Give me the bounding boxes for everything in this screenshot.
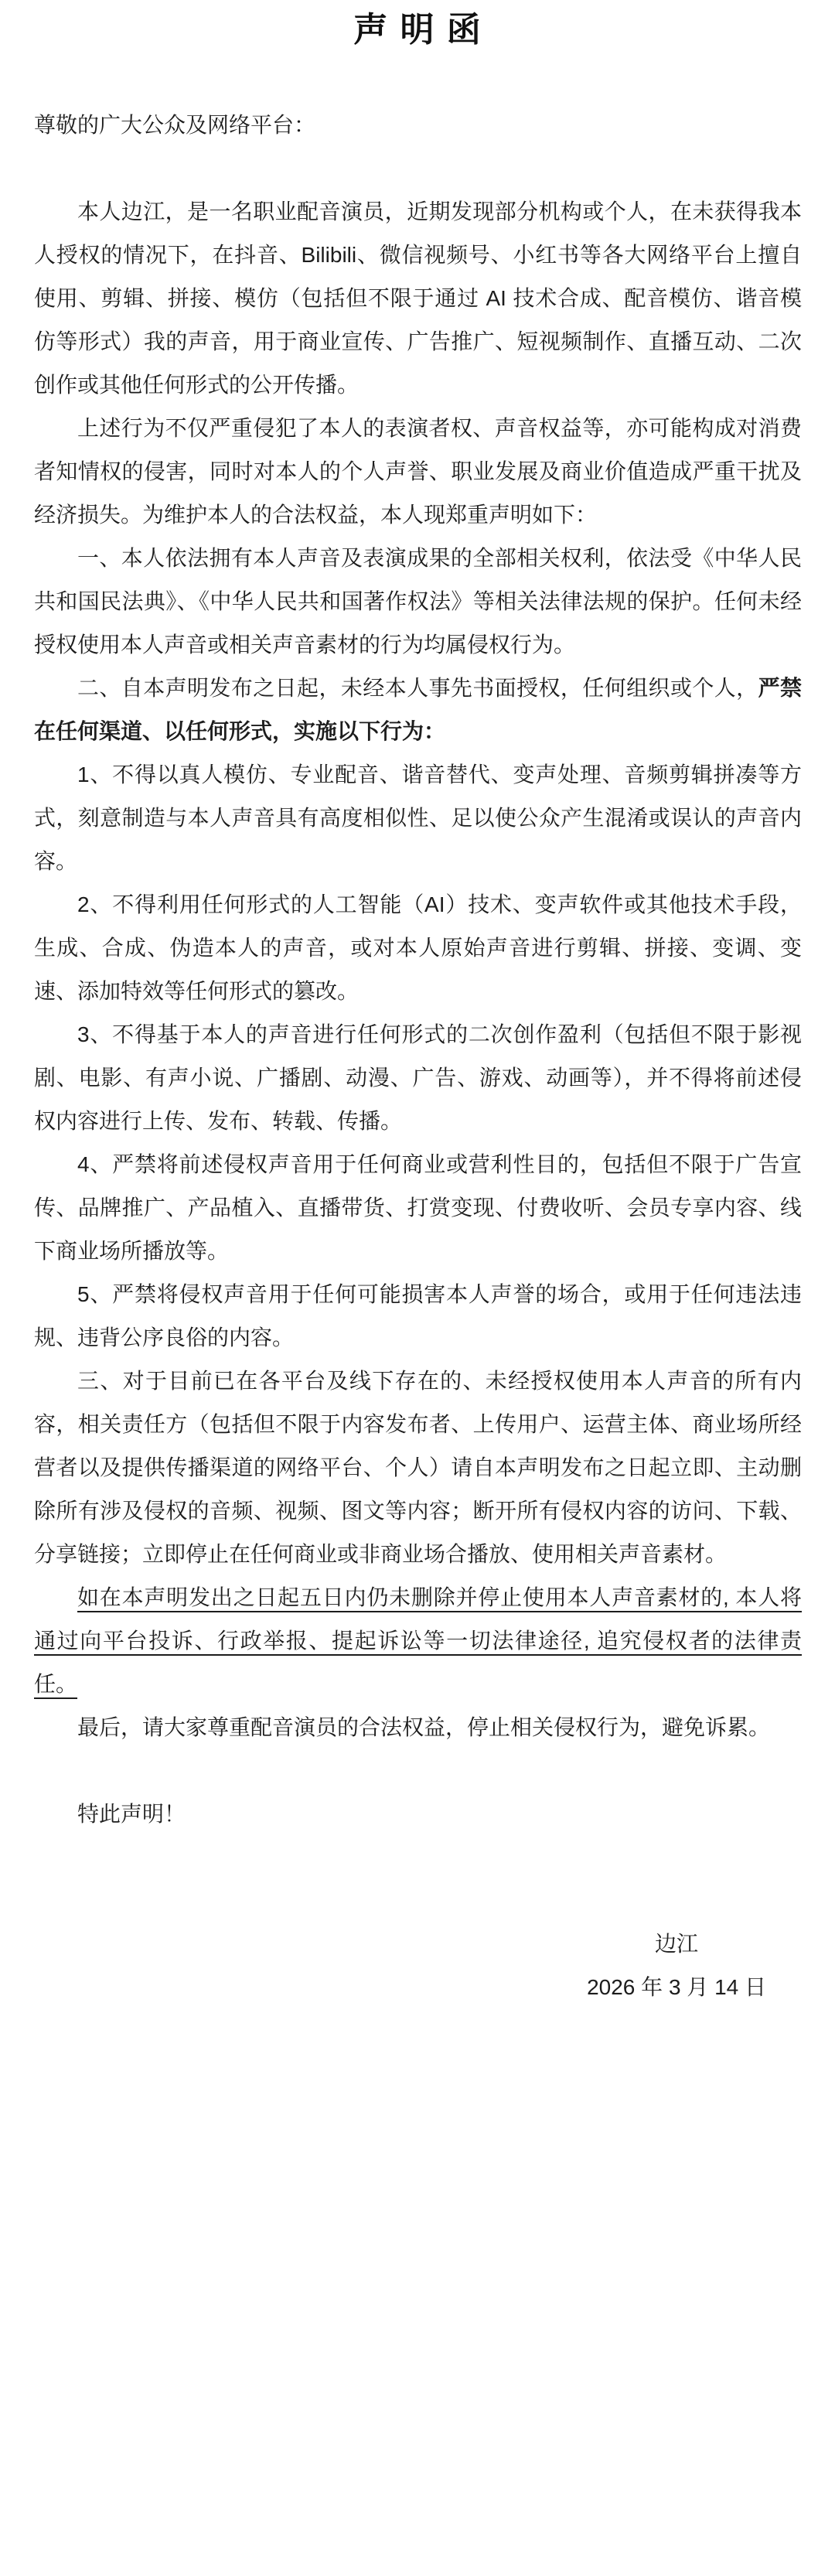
signature-date: 2026 年 3 月 14 日	[587, 1975, 766, 1999]
paragraph-text: 最后，请大家尊重配音演员的合法权益，停止相关侵权行为，避免诉累。	[77, 1715, 771, 1739]
salutation: 尊敬的广大公众及网络平台：	[34, 113, 316, 137]
clause-two	[34, 667, 802, 753]
intro-paragraph	[34, 190, 802, 407]
letter-body	[34, 190, 802, 1749]
paragraph-text: 二、自本声明发布之日起，未经本人事先书面授权，任何组织或个人，	[77, 676, 758, 700]
prohibited-item-4	[34, 1143, 802, 1273]
paragraph-text: 4、严禁将前述侵权声音用于任何商业或营利性目的，包括但不限于广告宣传、品牌推广、产品植入、直播带货、打赏变现、付费收听、会员专享内容、线下商业场所播放等。	[34, 1152, 802, 1263]
paragraph-text: 1、不得以真人模仿、专业配音、谐音替代、变声处理、音频剪辑拼凑等方式，刻意制造与本人声音具有高度相似性、足以使公众产生混淆或误认的声音内容。	[34, 763, 802, 873]
signature-inner	[587, 1923, 766, 2009]
legal-warning	[34, 1576, 802, 1706]
final-appeal	[34, 1706, 802, 1749]
paragraph-text: 5、严禁将侵权声音用于任何可能损害本人声誉的场合，或用于任何违法违规、违背公序良俗的内容。	[34, 1282, 802, 1349]
clause-one	[34, 537, 802, 667]
closing-statement: 特此声明！	[77, 1802, 186, 1826]
prohibited-item-2	[34, 883, 802, 1013]
paragraph-text: 三、对于目前已在各平台及线下存在的、未经授权使用本人声音的所有内容，相关责任方（包括但不限于内容发布者、上传用户、运营主体、商业场所经营者以及提供传播渠道的网络平台、个人）请自本声明发布之日起立即、主动删除所有涉及侵权的音频、视频、图文等内容；断开所有侵权内容的访问、下载、分享链接；立即停止在任何商业或非商业场合播放、使用相关声音素材。	[34, 1369, 802, 1566]
paragraph-text: 上述行为不仅严重侵犯了本人的表演者权、声音权益等，亦可能构成对消费者知情权的侵害，同时对本人的个人声誉、职业发展及商业价值造成严重干扰及经济损失。为维护本人的合法权益，本人现郑重声明如下：	[34, 416, 802, 527]
paragraph-text: 如在本声明发出之日起五日内仍未删除并停止使用本人声音素材的, 本人将通过向平台投诉、行政举报、提起诉讼等一切法律途径, 追究侵权者的法律责任。	[34, 1585, 802, 1696]
page-title: 声 明 函	[353, 11, 482, 49]
clause-three	[34, 1360, 802, 1576]
prohibited-item-1	[34, 753, 802, 883]
paragraph-text: 一、本人依法拥有本人声音及表演成果的全部相关权利，依法受《中华人民共和国民法典》、《中华人民共和国著作权法》等相关法律法规的保护。任何未经授权使用本人声音或相关声音素材的行为均属侵权行为。	[34, 546, 802, 657]
paragraph-text: 本人边江，是一名职业配音演员，近期发现部分机构或个人，在未获得我本人授权的情况下，在抖音、Bilibili、微信视频号、小红书等各大网络平台上擅自使用、剪辑、拼接、模仿（包括但不限于通过 AI 技术合成、配音模仿、谐音模仿等形式）我的声音，用于商业宣传、广告推广、短视频制作、直播互动、二次创作或其他任何形式的公开传播。	[34, 200, 802, 397]
paragraph-bold-text: 严禁在任何渠道、以任何形式，实施以下行为：	[34, 676, 802, 743]
signature-name: 边江	[655, 1932, 699, 1956]
harm-paragraph	[34, 407, 802, 537]
prohibited-item-3	[34, 1013, 802, 1143]
paragraph-text: 2、不得利用任何形式的人工智能（AI）技术、变声软件或其他技术手段，生成、合成、伪造本人的声音，或对本人原始声音进行剪辑、拼接、变调、变速、添加特效等任何形式的篡改。	[34, 892, 802, 1003]
paragraph-text: 3、不得基于本人的声音进行任何形式的二次创作盈利（包括但不限于影视剧、电影、有声小说、广播剧、动漫、广告、游戏、动画等），并不得将前述侵权内容进行上传、发布、转载、传播。	[34, 1022, 802, 1133]
prohibited-item-5	[34, 1273, 802, 1360]
signature-block	[34, 1923, 802, 2009]
